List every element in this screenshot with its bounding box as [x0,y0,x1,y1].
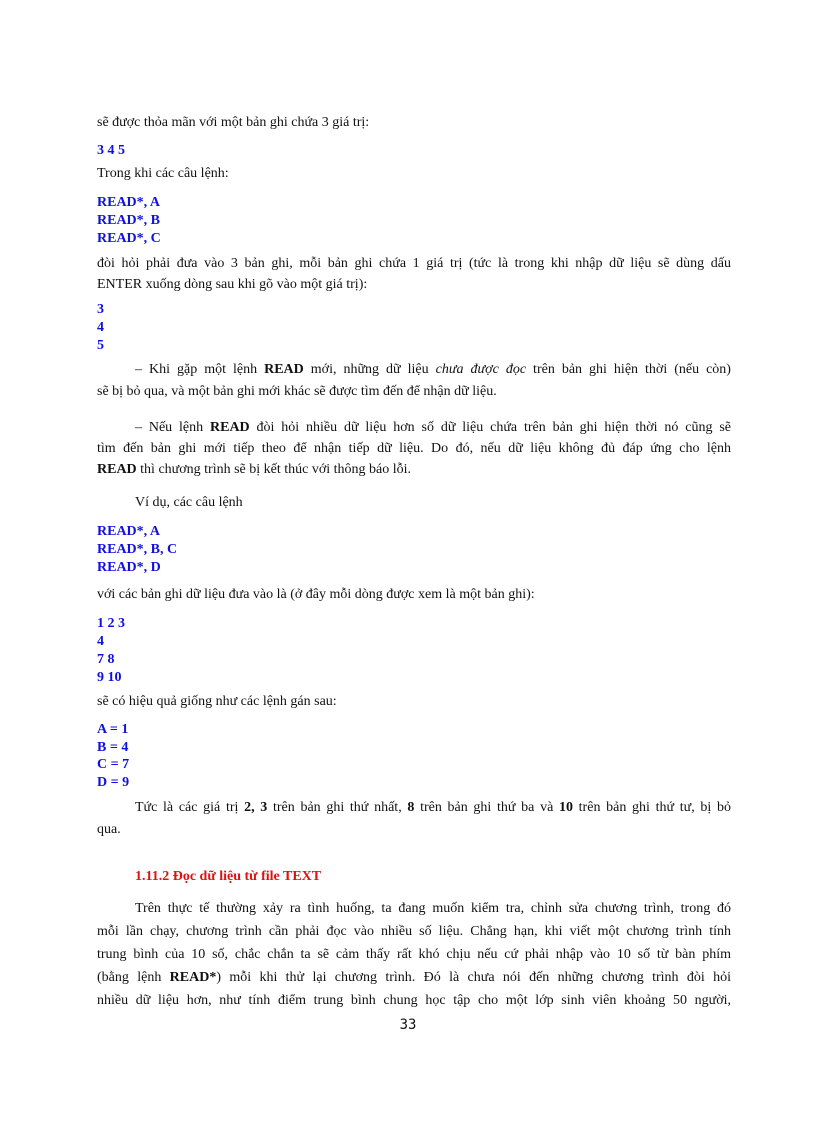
text-segment: D = 9 [97,775,130,790]
text-segment: 1 2 3 [97,616,125,631]
text-segment: trên bản ghi thứ ba và [414,800,559,815]
text-segment: sẽ có hiệu quả giống như các lệnh gán sau: [97,694,337,709]
code-line [97,523,731,541]
code-line [97,559,731,577]
text-line [97,440,731,458]
text-segment: mỗi lần chạy, chương trình cần phải đọc vào nhiều số liệu. Chẳng hạn, khi viết một chương trình tính [97,924,731,939]
text-segment: nhiều dữ liệu hơn, như tính điểm trung bình chung học tập cho một lớp sinh viên khoảng 50 người, [97,993,731,1008]
bold-text: READ [210,420,250,435]
text-segment: (bằng lệnh [97,970,170,985]
text-line [97,586,731,604]
text-line [97,992,731,1010]
code-line [97,633,731,651]
code-line [97,615,731,633]
text-segment: READ*, A [97,524,161,539]
text-segment: Trong khi các câu lệnh: [97,166,229,181]
code-line [97,651,731,669]
text-segment: thì chương trình sẽ bị kết thúc với thông báo lỗi. [136,462,412,477]
text-segment: READ*, C [97,231,161,246]
section-heading [135,868,731,886]
text-segment: 3 4 5 [97,143,125,158]
text-segment: trên bản ghi thứ nhất, [267,800,408,815]
bold-text: 8 [407,800,415,815]
text-segment: ) mỗi khi thử lại chương trình. Đó là chưa nói đến những chương trình đòi hỏi [216,970,731,985]
code-line [97,142,731,160]
code-line [97,774,731,792]
bold-text: READ* [169,970,217,985]
text-segment: đòi hỏi nhiều dữ liệu hơn số dữ liệu chứa trên bản ghi hiện thời nó cũng sẽ [249,420,731,435]
text-segment: – Khi gặp một lệnh [135,362,265,377]
text-segment: Trên thực tế thường xảy ra tình huống, ta đang muốn kiểm tra, chỉnh sửa chương trình, trong đó [135,901,731,916]
text-segment: Tức là các giá trị [135,800,245,815]
code-line [97,212,731,230]
text-segment: 4 [97,634,104,649]
text-segment: READ*, A [97,195,161,210]
text-segment: 7 8 [97,652,115,667]
text-line [135,419,731,437]
text-segment: 5 [97,338,104,353]
text-line [97,821,731,839]
code-line [97,541,731,559]
text-line [97,276,731,294]
text-segment: đòi hỏi phải đưa vào 3 bản ghi, mỗi bản ghi chứa 1 giá trị (tức là trong khi nhập dữ liệu sẽ dùng dấu [97,256,731,271]
text-segment: B = 4 [97,740,129,755]
text-segment: ENTER xuống dòng sau khi gõ vào một giá trị): [97,277,368,292]
code-line [97,721,731,739]
page-number: 33 [399,1017,417,1033]
text-line [97,923,731,941]
text-segment: READ*, B [97,213,161,228]
bold-text: READ [97,462,137,477]
text-line [135,900,731,918]
code-line [97,319,731,337]
bold-text: 10 [558,800,573,815]
code-line [97,739,731,757]
text-segment: mới, những dữ liệu [303,362,436,377]
text-segment: trên bản ghi hiện thời (nếu còn) [526,362,731,377]
text-segment: 3 [97,302,104,317]
text-segment: C = 7 [97,757,130,772]
text-segment: READ*, D [97,560,161,575]
text-line [97,946,731,964]
text-line [135,799,731,817]
text-line [97,255,731,273]
code-line [97,301,731,319]
text-segment: READ*, B, C [97,542,178,557]
text-segment: trung bình của 10 số, chắc chắn ta sẽ cảm thấy rất khó chịu nếu cứ phải nhập vào 10 số từ bàn phím [97,947,731,962]
text-segment: A = 1 [97,722,129,737]
code-line [97,194,731,212]
text-segment: trên bản ghi thứ tư, bị bỏ [572,800,732,815]
code-line [97,669,731,687]
code-line [97,230,731,248]
text-segment: – Nếu lệnh [135,420,210,435]
text-segment: Ví dụ, các câu lệnh [135,495,243,510]
text-segment: sẽ được thỏa mãn với một bản ghi chứa 3 giá trị: [97,115,370,130]
bold-text: READ [264,362,304,377]
text-line [97,461,731,479]
bold-text: 2, 3 [244,800,268,815]
text-segment: qua. [97,822,121,837]
text-line [97,383,731,401]
text-line [97,693,731,711]
text-segment: 9 10 [97,670,122,685]
text-line [135,494,731,512]
text-line [97,969,731,987]
text-segment: 4 [97,320,104,335]
text-line [135,361,731,379]
text-line [97,165,731,183]
text-segment: sẽ bị bỏ qua, và một bản ghi mới khác sẽ được tìm đến để nhận dữ liệu. [97,384,497,399]
text-segment: với các bản ghi dữ liệu đưa vào là (ở đây mỗi dòng được xem là một bản ghi): [97,587,535,602]
text-line [97,114,731,132]
text-segment: tìm đến bản ghi mới tiếp theo để nhận tiếp dữ liệu. Do đó, nếu dữ liệu không đủ đáp ứng cho lệnh [97,441,731,456]
text-segment: 1.11.2 Đọc dữ liệu từ file TEXT [135,869,322,884]
italic-text: chưa được đọc [435,362,527,377]
code-line [97,337,731,355]
code-line [97,756,731,774]
